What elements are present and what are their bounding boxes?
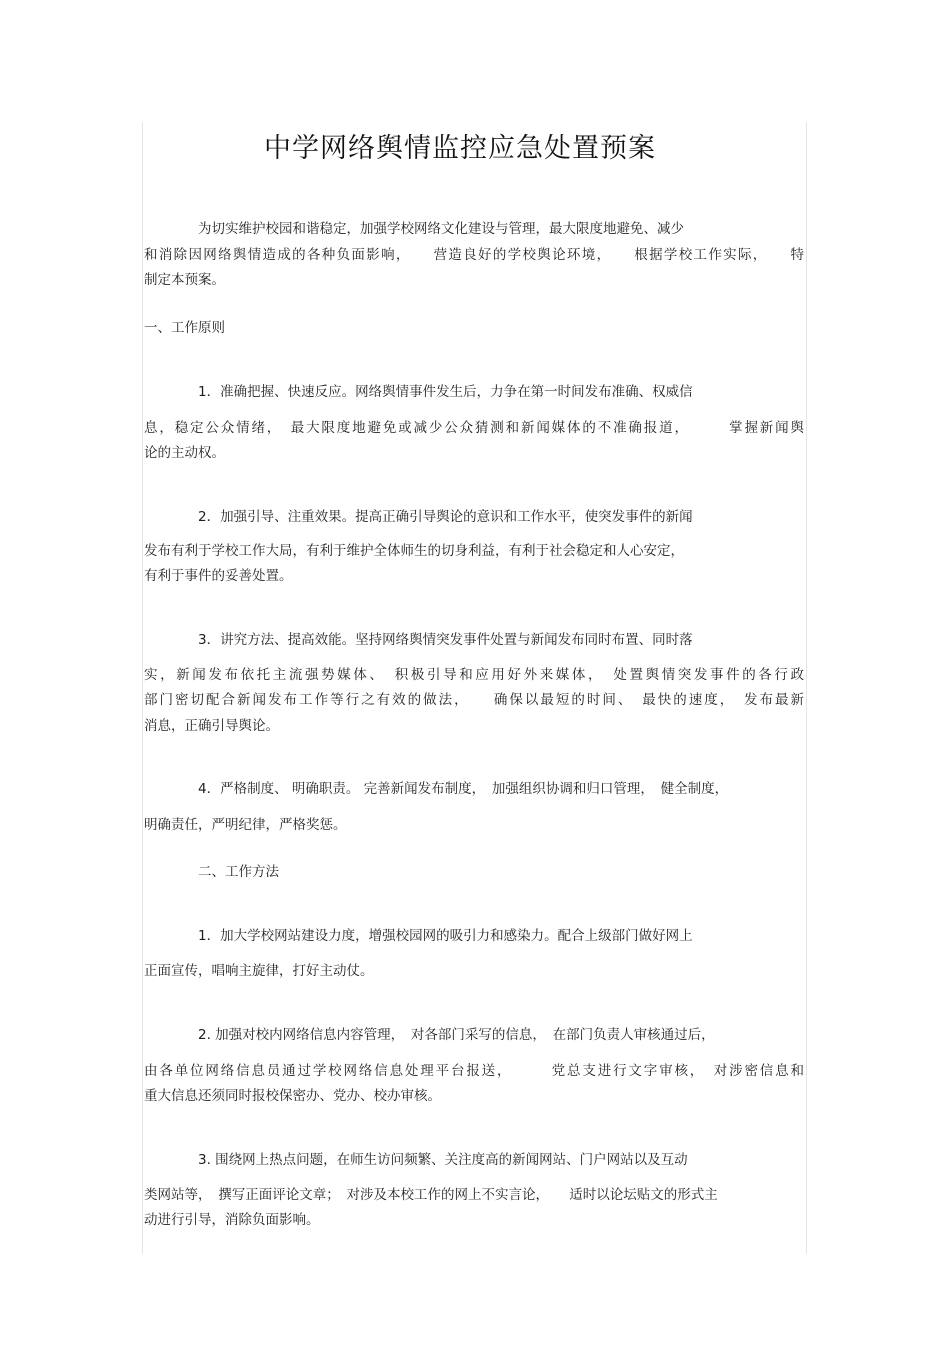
paragraph-line: 由各单位网络信息员通过学校网络信息处理平台报送， 党总支进行文字审核， 对涉密信息和 (144, 1063, 804, 1079)
paragraph-line: 有利于事件的妥善处置。 (144, 568, 293, 584)
intro-line: 为切实维护校园和谐稳定，加强学校网络文化建设与管理，最大限度地避免、减少 (198, 221, 684, 237)
page-border-left (142, 122, 143, 1254)
paragraph-line: 1．加大学校网站建设力度，增强校园网的吸引力和感染力。配合上级部门做好网上 (198, 928, 693, 944)
intro-line: 制定本预案。 (144, 272, 225, 288)
section-heading: 二、工作方法 (198, 864, 279, 880)
paragraph-line: 1．准确把握、快速反应。网络舆情事件发生后，力争在第一时间发布准确、权威信 (198, 384, 693, 400)
page-border-right (806, 122, 807, 1254)
paragraph-line: 实，新闻发布依托主流强势媒体、 积极引导和应用好外来媒体， 处置舆情突发事件的各行政 (144, 667, 804, 683)
document-title: 中学网络舆情监控应急处置预案 (264, 133, 656, 164)
paragraph-line: 3．讲究方法、提高效能。坚持网络舆情突发事件处置与新闻发布同时布置、同时落 (198, 632, 693, 648)
paragraph-line: 3. 围绕网上热点问题，在师生访问频繁、关注度高的新闻网站、门户网站以及互动 (198, 1152, 688, 1168)
paragraph-line: 2. 加强对校内网络信息内容管理， 对各部门采写的信息， 在部门负责人审核通过后， (198, 1027, 715, 1043)
paragraph-line: 明确责任，严明纪律，严格奖惩。 (144, 817, 347, 833)
paragraph-line: 2．加强引导、注重效果。提高正确引导舆论的意识和工作水平，使突发事件的新闻 (198, 509, 693, 525)
paragraph-line: 正面宣传，唱响主旋律，打好主动仗。 (144, 963, 374, 979)
paragraph-line: 论的主动权。 (144, 445, 225, 461)
paragraph-line: 动进行引导，消除负面影响。 (144, 1212, 320, 1228)
intro-line: 和消除因网络舆情造成的各种负面影响， 营造良好的学校舆论环境， 根据学校工作实际， 特 (144, 247, 804, 263)
paragraph-line: 息，稳定公众情绪， 最大限度地避免或减少公众猜测和新闻媒体的不准确报道， 掌握新闻舆 (144, 420, 804, 436)
paragraph-line: 部门密切配合新闻发布工作等行之有效的做法， 确保以最短的时间、 最快的速度， 发布最新 (144, 692, 804, 708)
paragraph-line: 消息，正确引导舆论。 (144, 718, 279, 734)
section-heading: 一、工作原则 (144, 320, 225, 336)
paragraph-line: 4．严格制度、 明确职责。 完善新闻发布制度， 加强组织协调和归口管理， 健全制度， (198, 781, 729, 797)
paragraph-line: 类网站等， 撰写正面评论文章； 对涉及本校工作的网上不实言论， 适时以论坛贴文的形式主 (144, 1187, 718, 1203)
paragraph-line: 发布有利于学校工作大局，有利于维护全体师生的切身利益，有利于社会稳定和人心安定， (144, 543, 684, 559)
paragraph-line: 重大信息还须同时报校保密办、党办、校办审核。 (144, 1088, 441, 1104)
